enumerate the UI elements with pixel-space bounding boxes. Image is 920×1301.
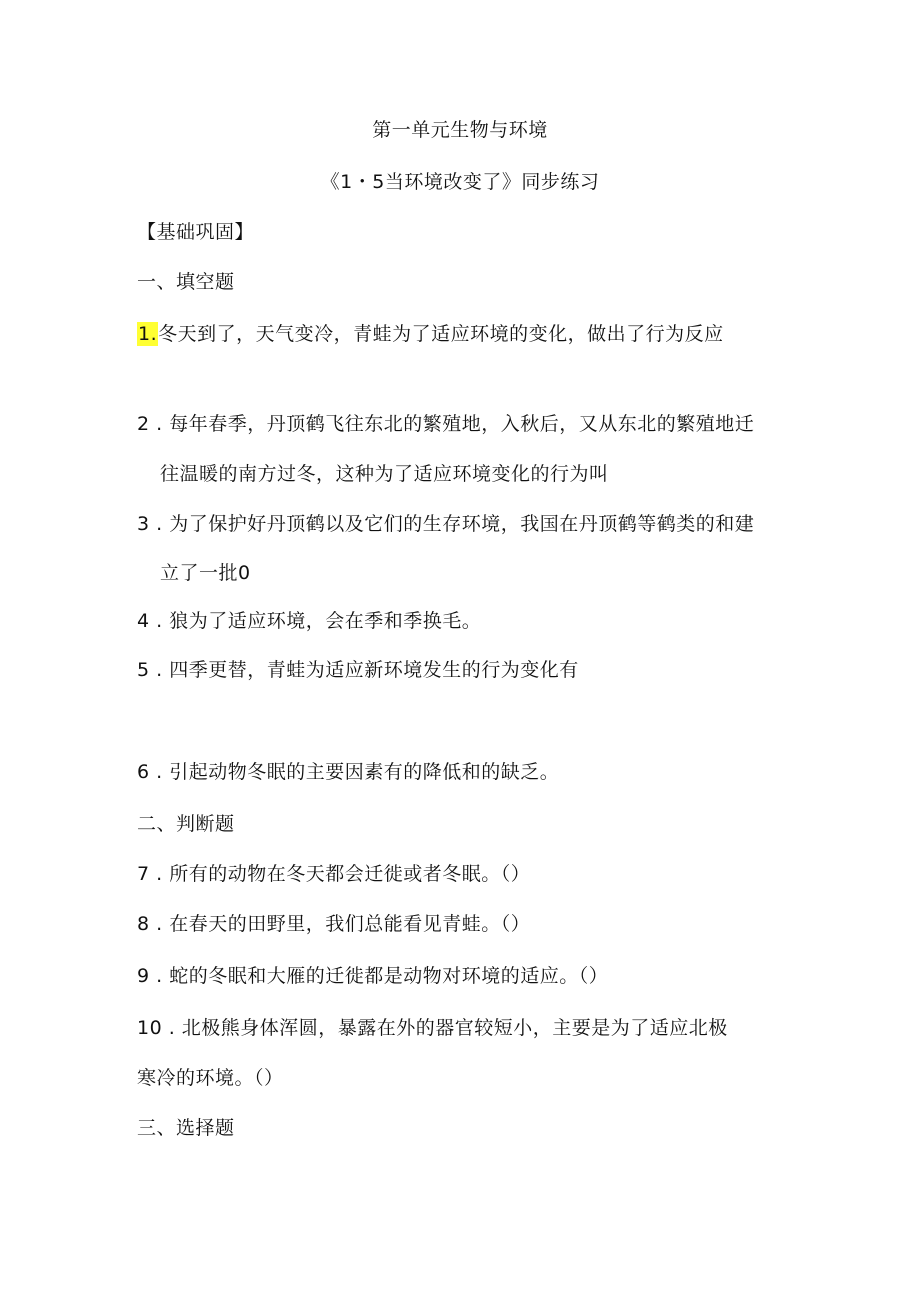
question-7 [137,862,530,886]
question-3-text-1: . 为了保护好丹顶鹤以及它们的生存环境，我国在丹顶鹤等鹤类的和建 [149,513,755,535]
question-1-text: 冬天到了，天气变冷，青蛙为了适应环境的变化，做出了行为反应 [158,323,724,345]
question-1-number: 1. [138,323,158,345]
question-10-line2: 寒冷的环境。（） [137,1067,284,1089]
question-2-line2: 往温暖的南方过冬，这种为了适应环境变化的行为叫 [160,463,609,485]
part2-heading: 二、判断题 [137,813,235,835]
question-3-number: 3 [137,513,150,535]
question-9-number: 9 [137,965,150,987]
question-2-number: 2 [137,413,150,435]
question-3-line1 [137,512,754,536]
question-5 [137,658,579,682]
unit-title: 第一单元生物与环境 [372,119,548,141]
section-basic-heading: 【基础巩固】 [137,221,255,243]
question-8-text: . 在春天的田野里，我们总能看见青蛙。（） [149,913,531,935]
question-9-text: . 蛇的冬眠和大雁的迁徙都是动物对环境的适应。（） [149,965,609,987]
question-2-line1 [137,412,754,436]
question-6 [137,760,559,784]
question-1 [137,322,724,346]
question-5-text: . 四季更替，青蛙为适应新环境发生的行为变化有 [149,659,579,681]
question-10-text-1: . 北极熊身体浑圆，暴露在外的器官较短小，主要是为了适应北极 [162,1017,728,1039]
question-5-number: 5 [137,659,150,681]
part3-heading: 三、选择题 [137,1117,235,1139]
question-6-number: 6 [137,761,150,783]
question-4-text: . 狼为了适应环境，会在季和季换毛。 [149,610,482,632]
part1-heading: 一、填空题 [137,271,235,293]
question-7-text: . 所有的动物在冬天都会迁徙或者冬眠。（） [149,863,531,885]
lesson-title: 《1・5当环境改变了》同步练习 [320,171,600,193]
question-8-number: 8 [137,913,150,935]
question-4 [137,609,481,633]
question-3-line2: 立了一批0 [160,562,251,584]
question-10-number: 10 [137,1017,163,1039]
question-10-line1 [137,1016,728,1040]
question-8 [137,912,530,936]
question-4-number: 4 [137,610,150,632]
question-6-text: . 引起动物冬眠的主要因素有的降低和的缺乏。 [149,761,560,783]
question-2-text-1: . 每年春季，丹顶鹤飞往东北的繁殖地，入秋后，又从东北的繁殖地迁 [149,413,755,435]
question-9 [137,964,608,988]
question-7-number: 7 [137,863,150,885]
